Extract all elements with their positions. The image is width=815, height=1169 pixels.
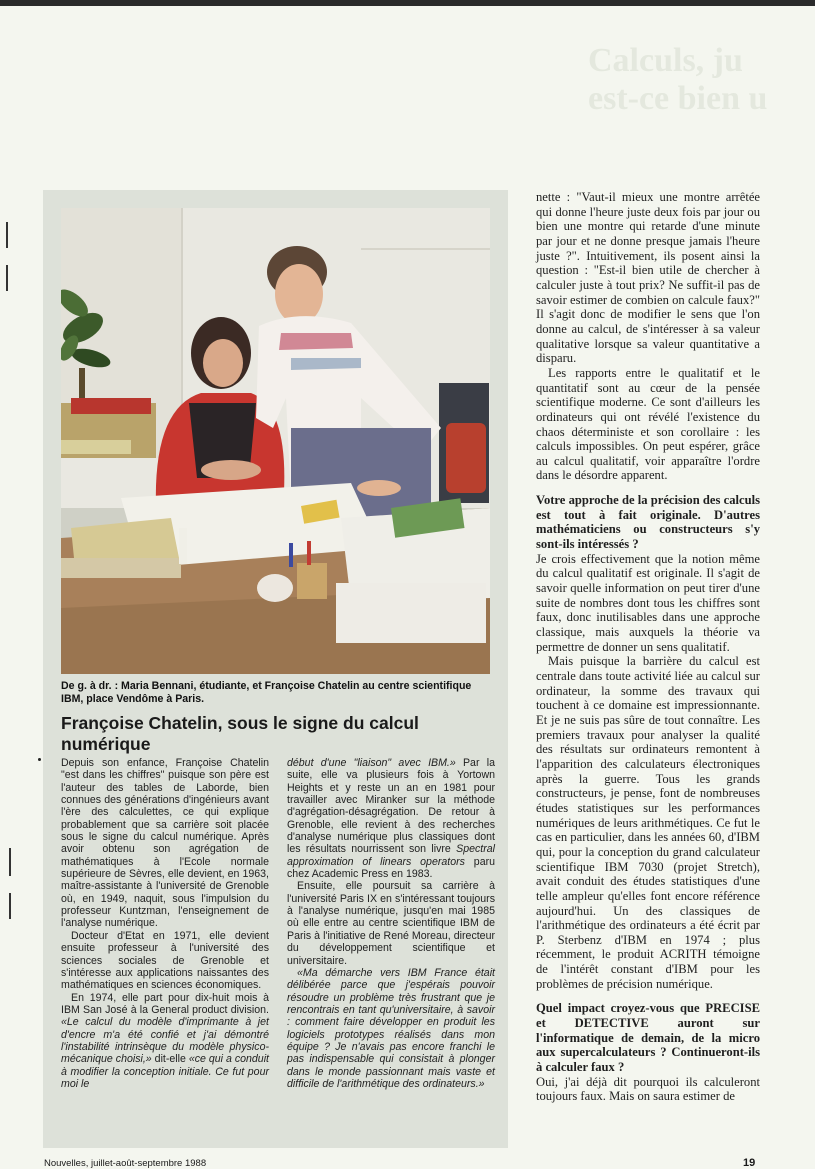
margin-mark — [6, 265, 8, 291]
article-column-2 — [287, 757, 495, 1090]
quote: début d'une "liaison" avec IBM.» — [287, 757, 456, 769]
paragraph: Je crois effectivement que la notion même du calcul qualitatif est originale. Il s'agit de savoir quelle information on peut tirer d'une suite de nombres dont tous les chiffres sont faux, donc inutilisables dans une approche classique, mais auxquels la théorie va permettre de donner un sens qualitatif. — [536, 551, 760, 654]
speck — [38, 758, 41, 761]
article-photo — [61, 208, 490, 674]
article-column-1 — [61, 757, 269, 1090]
quote: «Le calcul du modèle d'imprimante à jet d'encre m'a été confié et j'ai démontré l'instabilité intrinsèque du modèle physico-mécanique choisi,» — [61, 1016, 269, 1066]
paragraph: Mais puisque la barrière du calcul est centrale dans toute activité liée au calcul sur ordinateur, la somme des travaux qui touchent à ce domaine est impressionnante. Et je ne suis pas sûre de tout connaître. Les premiers travaux pour analyser la qualité des résultats sur ordinateurs remontent à l'apparition des calculateurs électroniques après la guerre. Tous les grands constructeurs, je pense, font de nombreuses études statistiques sur les performances numériques de leurs arithmétiques. Ce fut le cas en particulier, dans les années 60, d'IBM qui, pour la conception du grand calculateur scientifique IBM 7030 (projet Stretch), avait conduit des études statistiques d'une telle ampleur qu'elles font encore référence aujourd'hui. Un des classiques de l'arithmétique des ordinateurs a été écrit par P. Sterbenz d'IBM en 1974 ; plus récemment, le produit ACRITH témoigne de l'intérêt constant d'IBM pour les problèmes de précision numérique. — [536, 654, 760, 991]
book-title: Spectral approximation of linears operators — [287, 843, 495, 868]
interview-question: Votre approche de la précision des calculs est tout à fait originale. D'autres mathématiciens ou constructeurs s'y sont-ils intéressés ? — [536, 493, 760, 552]
paragraph: En 1974, elle part pour dix-huit mois à IBM San José à la General product division. «Le calcul du modèle d'imprimante à jet d'encre m'a été confié et j'ai démontré l'instabilité intrinsèque du modèle physico-mécanique choisi,» dit-elle «ce qui a conduit à modifier la conception initiale. Ce fut pour moi le — [61, 991, 269, 1090]
bleed-through-heading: Calculs, ju est-ce bien u — [588, 42, 768, 117]
article-headline: Françoise Chatelin, sous le signe du calcul numérique — [61, 713, 419, 754]
paragraph: Oui, j'ai déjà dit pourquoi ils calculeront toujours faux. Mais on saura estimer de — [536, 1074, 760, 1104]
paragraph: Les rapports entre le qualitatif et le quantitatif sont au cœur de la pensée scientifique moderne. Ce sont d'ailleurs les ordinateurs qui ont révélé l'existence du chaos déterministe et son corollaire : les calculs impossibles. On peut espérer, grâce au calcul qualitatif, voir apparaître l'ordre dans le désordre apparent. — [536, 365, 760, 483]
page-number: 19 — [743, 1157, 756, 1169]
margin-mark — [9, 893, 11, 919]
quote: «ce qui a conduit à modifier la conception initiale. Ce fut pour moi le — [61, 1053, 269, 1090]
paragraph: nette : "Vaut-il mieux une montre arrêtée qui donne l'heure juste deux fois par jour ou bien une montre qui retarde d'une minute par jour et ne donne presque jamais l'heure juste ?". Intuitivement, ils posent ainsi la question : "Est-il bien utile de chercher à calculer juste à tout prix? Ne suffit-il pas de savoir estimer de combien on calcule faux?" Il s'agit donc de modifier le sens que l'on donne au calcul, de s'intéresser à sa valeur qualitative lorsque sa valeur quantitative a disparu. — [536, 190, 760, 366]
photo-caption: De g. à dr. : Maria Bennani, étudiante, et Françoise Chatelin au centre scientifique IBM, place Vendôme à Paris. — [61, 680, 472, 705]
paragraph: début d'une "liaison" avec IBM.» Par la suite, elle va plusieurs fois à Yortown Heights et y reste un an en 1981 pour travailler avec Miranker sur la méthode d'agrégation-désagrégation. De retour à Grenoble, elle revient à des recherches d'analyse numérique plus classiques dont les résultats nourrissent son livre Spectral approximation of linears operators paru chez Academic Press en 1983. — [287, 757, 496, 881]
top-rule — [0, 0, 815, 6]
paragraph: Ensuite, elle poursuit sa carrière à l'université Paris IX en s'intéressant toujours à l'analyse numérique, jusqu'en mai 1985 où elle entre au centre scientifique IBM de Paris à l'initiative de René Moreau, directeur du développement scientifique et universitaire. — [287, 880, 495, 967]
paragraph — [287, 967, 495, 1090]
paragraph: Docteur d'Etat en 1971, elle devient ensuite professeur à l'université des sciences sociales de Grenoble et s'intéresse aux applications naissantes des mathématiques en sciences économiques. — [61, 929, 269, 992]
paragraph: Depuis son enfance, Françoise Chatelin "est dans les chiffres" puisque son père est l'auteur des tables de Laborde, bien connues des générations d'ingénieurs avant l'ère des calculettes, ce qui explique probablement que sa carrière soit placée sous le signe du calcul numérique. Après avoir obtenu son agrégation de mathématiques à l'Ecole normale supérieure de Sèvres, elle devient, en 1963, maître-assistante à l'université de Grenoble où, en 1949, naquit, sous l'impulsion du professeur Kuntzman, l'enseignement de l'analyse numérique. — [61, 757, 269, 930]
interview-question: Quel impact croyez-vous que PRECISE et DETECTIVE auront sur l'informatique de demain, de la micro aux supercalculateurs ? Continueront-ils à calculer faux ? — [536, 1001, 760, 1075]
margin-mark — [6, 222, 8, 248]
margin-mark — [9, 848, 11, 876]
quote: «Ma démarche vers IBM France était délibérée parce que j'espérais pouvoir résoudre un problème très frustrant que je rencontrais en tant qu'universitaire, à savoir : comment faire développer en produit les logiciels prototypes réalisés dans mon équipe ? Je n'avais pas encore franchi le pas indispensable qui consistait à plonger dans le monde passionnant mais vaste et difficile de l'arithmétique des ordinateurs.» — [287, 966, 495, 1090]
right-column — [536, 190, 760, 1104]
footer-publication: Nouvelles, juillet-août-septembre 1988 — [44, 1158, 207, 1169]
